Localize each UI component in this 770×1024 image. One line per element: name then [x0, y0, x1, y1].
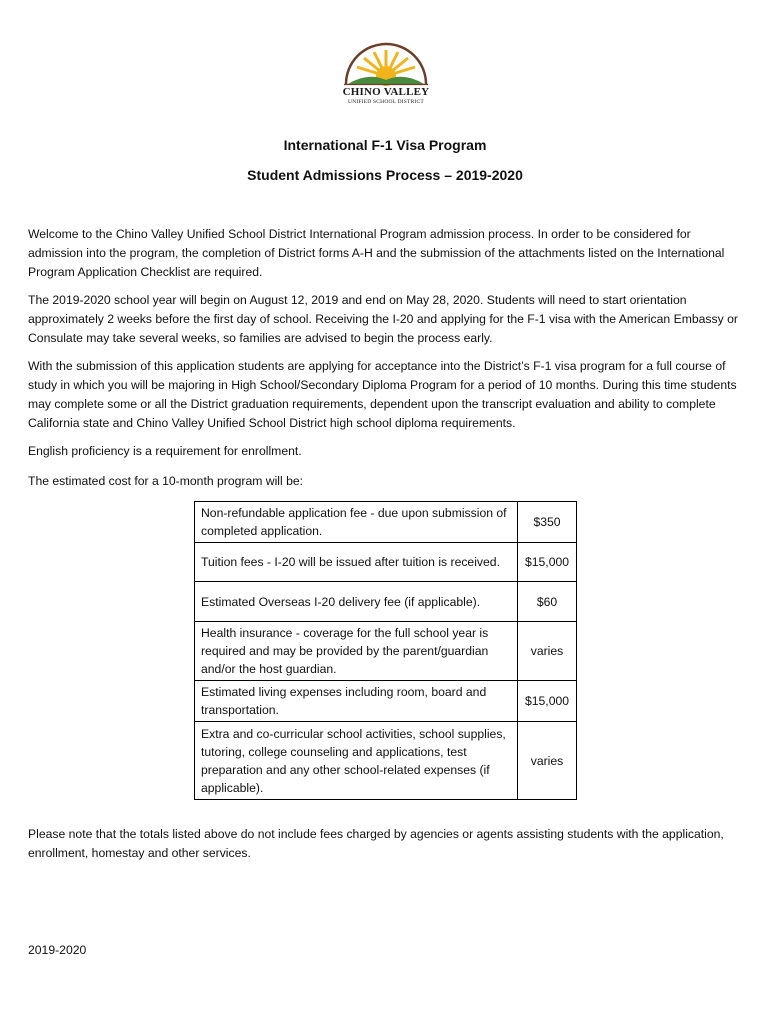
cost-amount: varies [518, 722, 577, 800]
sun-arch-emblem [338, 42, 434, 86]
cost-description: Health insurance - coverage for the full school year is required and may be provided by the parent/guardian and/or the host guardian. [195, 622, 518, 681]
program-paragraph: With the submission of this application students are applying for acceptance into the District’s F-1 visa program for a full course of study in which you will be majoring in High School/Secondary Diploma Program for a period of 10 months. During this time students may complete some or all the District graduation requirements, dependent upon the transcript evaluation and ability to complete California state and Chino Valley Unified School District high school diploma requirements. [28, 359, 737, 430]
school-year-paragraph: The 2019-2020 school year will begin on August 12, 2019 and end on May 28, 2020. Students will need to start orientation approximately 2 weeks before the first day of school. Receiving the I-20 and applying for the F-1 visa with the American Embassy or Consulate may take several weeks, so families are advised to begin the process early. [28, 293, 738, 345]
document-title: International F-1 Visa Program [283, 137, 487, 153]
table-row [195, 681, 577, 722]
district-logo [338, 42, 434, 108]
cost-description: Extra and co-curricular school activities, school supplies, tutoring, college counseling and applications, test preparation and any other school-related expenses (if applicable). [195, 722, 518, 800]
footer-year: 2019-2020 [28, 943, 87, 957]
intro-paragraph: Welcome to the Chino Valley Unified School District International Program admission process. In order to be considered for admission into the program, the completion of District forms A-H and the submission of the attachments listed on the International Program Application Checklist are required. [28, 227, 725, 279]
cost-description: Tuition fees - I-20 will be issued after tuition is received. [195, 543, 518, 582]
cost-table [194, 501, 577, 800]
cost-amount: $15,000 [518, 681, 577, 722]
table-row [195, 543, 577, 582]
cost-description: Estimated living expenses including room, board and transportation. [195, 681, 518, 722]
table-row [195, 502, 577, 543]
table-row [195, 622, 577, 681]
cost-amount: varies [518, 622, 577, 681]
table-row [195, 582, 577, 622]
cost-intro-paragraph: The estimated cost for a 10-month program will be: [28, 474, 304, 488]
table-row [195, 722, 577, 800]
english-requirement-paragraph: English proficiency is a requirement for enrollment. [28, 444, 302, 458]
cost-description: Non-refundable application fee - due upon submission of completed application. [195, 502, 518, 543]
logo-name: CHINO VALLEY [342, 86, 430, 98]
document-subtitle: Student Admissions Process – 2019-2020 [247, 167, 523, 183]
fees-note-paragraph: Please note that the totals listed above do not include fees charged by agencies or agents assisting students with the application, enrollment, homestay and other services. [28, 827, 724, 860]
cost-amount: $60 [518, 582, 577, 622]
cost-amount: $350 [518, 502, 577, 543]
cost-amount: $15,000 [518, 543, 577, 582]
logo-subtitle: UNIFIED SCHOOL DISTRICT [348, 99, 424, 105]
cost-description: Estimated Overseas I-20 delivery fee (if applicable). [195, 582, 518, 622]
